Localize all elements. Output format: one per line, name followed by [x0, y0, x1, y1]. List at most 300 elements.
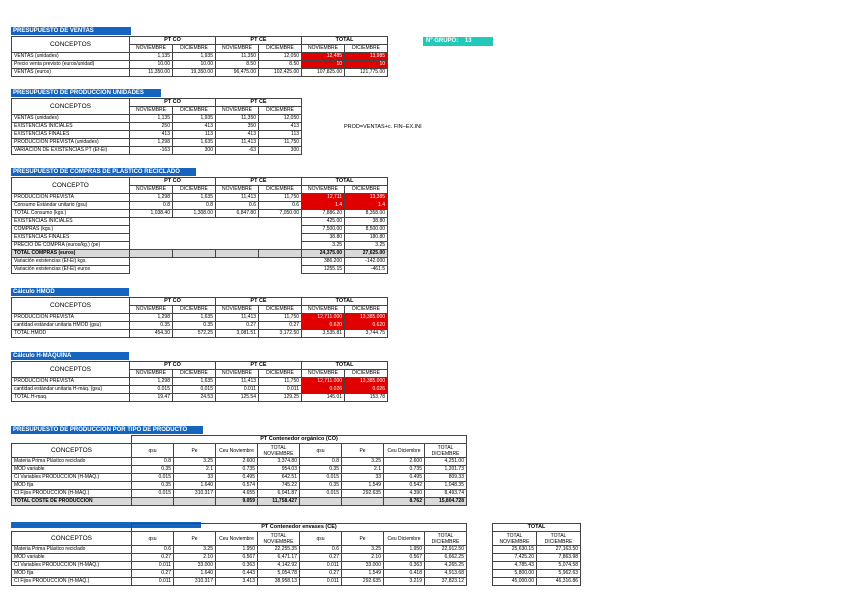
cell[interactable]: 0.35 [130, 322, 173, 330]
group-header-total: TOTAL [302, 37, 388, 45]
product-type-ce-section [11, 523, 466, 599]
column-header: TOTAL DICIEMBRE [425, 532, 467, 546]
cell[interactable]: 1,038.40 [130, 210, 173, 218]
cell[interactable]: 11,350 [216, 53, 259, 61]
table-row [12, 123, 302, 131]
group-header-ptce: PT CE [216, 99, 302, 107]
cell[interactable]: 37,823.12 [425, 578, 467, 586]
section-title: Cálculo H-MÁQUINA [11, 352, 129, 360]
concepts-header: CONCEPTOS [12, 37, 130, 53]
cell[interactable]: 0.27 [300, 570, 342, 578]
cell[interactable]: 0.27 [132, 554, 174, 562]
cell[interactable]: 1,298 [130, 314, 173, 322]
column-header: Ceu Diciembre [384, 532, 425, 546]
row-label: CI Fijos PRODUCCIÓN (H-MAQ.) [12, 578, 132, 586]
cell[interactable]: 2.1 [174, 466, 216, 474]
cell[interactable]: 0.8 [132, 458, 174, 466]
cell[interactable]: 11,413 [216, 139, 259, 147]
cell[interactable]: 45,000.00 [493, 578, 537, 586]
cell[interactable]: 0.6 [259, 202, 302, 210]
cell[interactable]: 180.80 [345, 234, 388, 242]
row-label: MOD variable [12, 554, 132, 562]
cell[interactable]: 292.635 [342, 578, 384, 586]
cell[interactable]: 3.25 [302, 242, 345, 250]
cell[interactable]: 0.542 [384, 482, 425, 490]
cell[interactable]: 0.35 [300, 482, 342, 490]
cell[interactable]: 0.015 [173, 386, 216, 394]
table-row [493, 546, 581, 554]
cell[interactable]: 9.059 [216, 498, 258, 506]
cell[interactable]: 3,081.51 [216, 330, 259, 338]
row-label: Variación existencias (Ef-Ei) kgs. [12, 258, 130, 266]
month-header: NOVIEMBRE [130, 306, 173, 314]
cell[interactable]: 0.015 [300, 490, 342, 498]
cell[interactable]: 3,374.80 [258, 458, 300, 466]
cell[interactable]: 13,385.000 [345, 378, 388, 386]
cell[interactable]: 413 [130, 131, 173, 139]
cell[interactable]: 11,413 [216, 314, 259, 322]
table-row [12, 378, 388, 386]
cell[interactable]: 425.00 [302, 218, 345, 226]
cell[interactable]: 33 [342, 474, 384, 482]
row-label: COMPRAS (kgs.) [12, 226, 130, 234]
cell[interactable]: 0.011 [216, 386, 259, 394]
cell[interactable]: 11,350 [216, 115, 259, 123]
cell[interactable]: 0.015 [300, 474, 342, 482]
cell[interactable]: 33.000 [342, 562, 384, 570]
cell[interactable]: 1,635 [173, 314, 216, 322]
column-header: qsu [300, 444, 342, 458]
cell[interactable]: 1.4 [302, 202, 345, 210]
table-row [12, 322, 388, 330]
sales-budget-table [11, 36, 388, 77]
group-header-ce: PT Contenedor envases (CE) [132, 524, 467, 532]
cell[interactable]: -461.5 [345, 266, 388, 274]
cell[interactable]: 10 [345, 61, 388, 69]
cell[interactable]: 8.50 [216, 61, 259, 69]
row-label: PRODUCCIÓN PREVISTA [12, 194, 130, 202]
cell[interactable]: 1,135 [130, 115, 173, 123]
column-header: TOTAL NOVIEMBRE [493, 532, 537, 546]
cell[interactable]: 1,298 [130, 139, 173, 147]
cell[interactable]: 33 [174, 474, 216, 482]
product-type-ce-table [11, 523, 467, 586]
cell[interactable]: 11,750 [259, 378, 302, 386]
cell[interactable]: 0.27 [216, 322, 259, 330]
cell[interactable]: 12,485 [302, 53, 345, 61]
cell[interactable]: 0.443 [216, 570, 258, 578]
cell[interactable]: 2.10 [174, 554, 216, 562]
cell[interactable]: 2.1 [342, 466, 384, 474]
cell[interactable]: 24.53 [173, 394, 216, 402]
table-row [12, 458, 467, 466]
cell[interactable]: 8,358.00 [345, 210, 388, 218]
cell[interactable]: 0.620 [345, 322, 388, 330]
cell[interactable]: 10.00 [173, 61, 216, 69]
cell[interactable]: 113 [173, 131, 216, 139]
cell[interactable]: 153.78 [345, 394, 388, 402]
cell[interactable]: 1,635 [173, 378, 216, 386]
concepts-header: CONCEPTO [12, 178, 130, 194]
group-number-cell[interactable]: Nº GRUPO: 13 [423, 37, 493, 46]
group-header-ptce: PT CE [216, 37, 302, 45]
cell[interactable]: 0.35 [173, 322, 216, 330]
column-header: Pe [174, 532, 216, 546]
row-label: VENTAS (unidades) [12, 53, 130, 61]
cell[interactable]: 1,935 [173, 53, 216, 61]
cell[interactable]: 46,316.86 [537, 578, 581, 586]
cell[interactable]: 413 [173, 123, 216, 131]
row-label: PRODUCCIÓN PREVISTA [12, 314, 130, 322]
section-title: Cálculo HMOD [11, 288, 129, 296]
cell[interactable]: 3.25 [345, 242, 388, 250]
cell[interactable]: 0.418 [384, 570, 425, 578]
cell[interactable]: 0.6 [300, 546, 342, 554]
cell[interactable]: 0.026 [302, 386, 345, 394]
row-label: TOTAL COSTE DE PRODUCCIÓN [12, 498, 132, 506]
cell[interactable]: 3.25 [174, 546, 216, 554]
group-header-ptco: PT CO [130, 298, 216, 306]
cell[interactable]: 11,413 [216, 194, 259, 202]
month-header: NOVIEMBRE [216, 45, 259, 53]
cell[interactable]: 10 [302, 61, 345, 69]
cell[interactable]: 1,135 [130, 53, 173, 61]
cell[interactable]: 129.25 [259, 394, 302, 402]
table-row [12, 314, 388, 322]
cell[interactable]: 642.51 [258, 474, 300, 482]
cell[interactable]: 1,635 [173, 194, 216, 202]
cell[interactable]: 350 [216, 123, 259, 131]
cell[interactable]: 15,804.728 [425, 498, 467, 506]
cell[interactable]: 13,385.000 [345, 314, 388, 322]
column-header: TOTAL DICIEMBRE [537, 532, 581, 546]
group-header-ptco: PT CO [130, 362, 216, 370]
cell[interactable]: 0.27 [132, 570, 174, 578]
cell[interactable]: 13,985 [345, 53, 388, 61]
cell[interactable]: 12,050 [259, 115, 302, 123]
cell[interactable]: 0.363 [216, 562, 258, 570]
cell[interactable]: 7,886.20 [302, 210, 345, 218]
table-row [12, 570, 467, 578]
cell[interactable]: 0.011 [132, 578, 174, 586]
cell[interactable]: 38,958.13 [258, 578, 300, 586]
cell[interactable]: 1,935 [173, 115, 216, 123]
cell[interactable]: 7,863.98 [537, 554, 581, 562]
cell[interactable]: 0.011 [300, 562, 342, 570]
cell[interactable]: 27,163.50 [537, 546, 581, 554]
cell[interactable]: 7,500.00 [302, 226, 345, 234]
row-label: TOTAL Consumo (kgs.) [12, 210, 130, 218]
cell[interactable]: 0.6 [132, 546, 174, 554]
cell[interactable]: 0.8 [173, 202, 216, 210]
group-header-total: TOTAL [302, 178, 388, 186]
cell[interactable]: 0.363 [384, 562, 425, 570]
group-header-ptce: PT CE [216, 178, 302, 186]
cell[interactable]: 38.80 [345, 218, 388, 226]
cell[interactable]: 0.35 [300, 466, 342, 474]
table-row [12, 554, 467, 562]
cell[interactable]: 13,385 [345, 194, 388, 202]
column-header: Ceu Diciembre [384, 444, 425, 458]
cell[interactable]: 12,711 [302, 194, 345, 202]
cell[interactable]: 0.015 [132, 474, 174, 482]
month-header: DICIEMBRE [173, 107, 216, 115]
cell[interactable]: 0.011 [300, 578, 342, 586]
month-header: NOVIEMBRE [216, 186, 259, 194]
cell[interactable]: 7,425.20 [493, 554, 537, 562]
cell[interactable]: 0.735 [384, 466, 425, 474]
table-row [12, 53, 388, 61]
cell[interactable]: 1.549 [342, 482, 384, 490]
cell[interactable]: 107,825.00 [302, 69, 345, 77]
table-row [493, 570, 581, 578]
cell[interactable]: 8.762 [384, 498, 425, 506]
month-header: DICIEMBRE [173, 306, 216, 314]
month-header: NOVIEMBRE [302, 186, 345, 194]
cell[interactable]: 38.80 [302, 234, 345, 242]
cell[interactable]: 8,500.00 [345, 226, 388, 234]
cell[interactable]: 0.735 [216, 466, 258, 474]
cell[interactable]: 3,172.50 [259, 330, 302, 338]
cell[interactable]: 22,912.50 [425, 546, 467, 554]
month-header: NOVIEMBRE [130, 370, 173, 378]
cell[interactable]: 0.011 [132, 562, 174, 570]
column-header: Pe [174, 444, 216, 458]
cell[interactable]: 0.567 [384, 554, 425, 562]
cell[interactable]: 809.33 [425, 474, 467, 482]
cell[interactable]: 3.413 [216, 578, 258, 586]
cell[interactable]: 3,744.75 [345, 330, 388, 338]
cell[interactable]: 0.8 [300, 458, 342, 466]
cell[interactable]: 1.950 [216, 546, 258, 554]
cell[interactable]: 10.00 [130, 61, 173, 69]
cell[interactable]: 2.600 [384, 458, 425, 466]
row-label: TOTAL HMOD [12, 330, 130, 338]
cell[interactable]: 0.011 [259, 386, 302, 394]
cell[interactable]: 4,913.68 [425, 570, 467, 578]
cell[interactable]: 3.25 [342, 458, 384, 466]
cell[interactable]: 4,251.00 [425, 458, 467, 466]
cell[interactable]: 0.6 [216, 202, 259, 210]
hmod-table [11, 297, 388, 338]
cell[interactable]: 12,050 [259, 53, 302, 61]
cell[interactable]: 96,475.00 [216, 69, 259, 77]
cell[interactable]: 8,493.74 [425, 490, 467, 498]
column-header: qsu [132, 444, 174, 458]
table-row [12, 210, 388, 218]
cell[interactable]: 3.219 [384, 578, 425, 586]
cell[interactable]: 0.27 [300, 554, 342, 562]
row-label: cantidad estándar unitaria H-máq. (gsu) [12, 386, 130, 394]
table-row [12, 226, 388, 234]
cell[interactable]: 0.015 [132, 490, 174, 498]
cell[interactable]: 0.495 [216, 474, 258, 482]
cell[interactable]: 5,054.78 [258, 570, 300, 578]
cell[interactable]: 5,074.58 [537, 562, 581, 570]
month-header: DICIEMBRE [345, 306, 388, 314]
row-label: CI Variables PRODUCCIÓN (H-MAQ.) [12, 562, 132, 570]
cell[interactable]: 113 [259, 131, 302, 139]
cell[interactable]: 386.200 [302, 258, 345, 266]
cell[interactable]: 3,535.81 [302, 330, 345, 338]
cell[interactable]: 0.8 [130, 202, 173, 210]
month-header: DICIEMBRE [345, 370, 388, 378]
cell[interactable]: 0.574 [216, 482, 258, 490]
table-row [12, 562, 467, 570]
table-row [12, 218, 388, 226]
cell[interactable]: 0.015 [130, 386, 173, 394]
cell[interactable]: 413 [259, 123, 302, 131]
cell[interactable]: -163 [130, 147, 173, 155]
cell[interactable]: 1255.15 [302, 266, 345, 274]
cell[interactable]: 11,750 [259, 139, 302, 147]
group-header-ptce: PT CE [216, 298, 302, 306]
row-label: Materia Prima Plástico reciclado [12, 458, 132, 466]
cell[interactable]: 454.30 [130, 330, 173, 338]
cell[interactable]: 7,050.00 [259, 210, 302, 218]
cell[interactable]: 3.25 [342, 546, 384, 554]
cell[interactable]: 4,142.92 [258, 562, 300, 570]
group-header-ptco: PT CO [130, 37, 216, 45]
section-title: PRESUPUESTO DE COMPRAS DE PLÁSTICO RECICLADO [11, 168, 196, 176]
cell[interactable]: 11,750 [259, 194, 302, 202]
cell[interactable]: 413 [216, 131, 259, 139]
cell[interactable]: 250 [130, 123, 173, 131]
cell[interactable]: 1,048.35 [425, 482, 467, 490]
cell[interactable]: 1,308.00 [173, 210, 216, 218]
group-header-total: TOTAL [302, 298, 388, 306]
cell[interactable]: 19.47 [130, 394, 173, 402]
cell[interactable]: 12,711.000 [302, 314, 345, 322]
cell[interactable]: 0.35 [132, 482, 174, 490]
cell[interactable]: 6,041.87 [258, 490, 300, 498]
table-row [12, 482, 467, 490]
cell[interactable]: 0.620 [302, 322, 345, 330]
group-header-ptco: PT CO [130, 99, 216, 107]
concepts-header: CONCEPTOS [12, 99, 130, 115]
cell[interactable]: 102,425.00 [259, 69, 302, 77]
cell[interactable]: 1,298 [130, 378, 173, 386]
cell[interactable]: 0.35 [132, 466, 174, 474]
cell[interactable]: 24,375.00 [302, 250, 345, 258]
cell[interactable]: 145.01 [302, 394, 345, 402]
table-row [12, 115, 302, 123]
concepts-header: CONCEPTOS [12, 532, 132, 546]
row-label: Precio venta previsto (euros/unidad) [12, 61, 130, 69]
table-row [12, 194, 388, 202]
cell[interactable]: 19,350.00 [173, 69, 216, 77]
cell[interactable]: 27,625.00 [345, 250, 388, 258]
column-header: qsu [132, 532, 174, 546]
table-row [12, 466, 467, 474]
cell[interactable]: 572.25 [173, 330, 216, 338]
cell[interactable]: 1,201.73 [425, 466, 467, 474]
cell[interactable]: 1.950 [384, 546, 425, 554]
cell[interactable]: 310.317 [174, 490, 216, 498]
cell[interactable]: 5,800.00 [493, 570, 537, 578]
cell[interactable]: 125.54 [216, 394, 259, 402]
cell[interactable]: 1.640 [174, 482, 216, 490]
cell[interactable]: 6,471.17 [258, 554, 300, 562]
row-label: PRECIO DE COMPRA (euros/kg.) (pe) [12, 242, 130, 250]
row-label: CI Variables PRODUCCIÓN (H-MAQ.) [12, 474, 132, 482]
cell[interactable]: 11,350.00 [130, 69, 173, 77]
cell[interactable]: 292.635 [342, 490, 384, 498]
row-label: VENTAS (unidades) [12, 115, 130, 123]
cell[interactable]: 12,711.000 [302, 378, 345, 386]
cell[interactable]: 4,265.25 [425, 562, 467, 570]
group-header-ptco: PT CO [130, 178, 216, 186]
hmaq-table [11, 361, 388, 402]
cell[interactable]: 25,630.15 [493, 546, 537, 554]
row-label: Materia Prima Plástico reciclado [12, 546, 132, 554]
row-label: cantidad estándar unitaria HMOD (gsu) [12, 322, 130, 330]
cell[interactable]: 1.640 [174, 570, 216, 578]
table-row [493, 554, 581, 562]
cell[interactable]: 33.000 [174, 562, 216, 570]
cell[interactable]: 4,785.43 [493, 562, 537, 570]
cell[interactable]: 0.495 [384, 474, 425, 482]
month-header: DICIEMBRE [259, 306, 302, 314]
month-header: DICIEMBRE [345, 45, 388, 53]
cell[interactable]: 0.567 [216, 554, 258, 562]
cell[interactable]: 954.03 [258, 466, 300, 474]
month-header: DICIEMBRE [259, 107, 302, 115]
cell[interactable]: 0.27 [259, 322, 302, 330]
cell[interactable]: 4.655 [216, 490, 258, 498]
cell[interactable]: 8.50 [259, 61, 302, 69]
cell[interactable]: 1,635 [173, 139, 216, 147]
cell[interactable]: 300 [259, 147, 302, 155]
table-row [12, 147, 302, 155]
group-header-ptce: PT CE [216, 362, 302, 370]
table-row [12, 474, 467, 482]
table-row [12, 131, 302, 139]
cell[interactable]: 6,847.80 [216, 210, 259, 218]
cell[interactable]: -63 [216, 147, 259, 155]
row-label: TOTAL COMPRAS (euros) [12, 250, 130, 258]
cell[interactable]: 1,298 [130, 194, 173, 202]
table-row [12, 242, 388, 250]
cell[interactable]: 310.317 [174, 578, 216, 586]
cell[interactable]: 2.600 [216, 458, 258, 466]
row-label: CI Fijos PRODUCCIÓN (H-MAQ.) [12, 490, 132, 498]
cell[interactable]: 11,750 [259, 314, 302, 322]
cell[interactable]: 22,255.35 [258, 546, 300, 554]
table-row [12, 386, 388, 394]
table-row [12, 330, 388, 338]
cell[interactable]: 6,662.25 [425, 554, 467, 562]
cell[interactable]: 0.026 [345, 386, 388, 394]
cell[interactable]: 300 [173, 147, 216, 155]
cell[interactable]: 121,775.00 [345, 69, 388, 77]
cell[interactable]: 1.549 [342, 570, 384, 578]
table-row [493, 562, 581, 570]
cell[interactable]: 11,758.427 [258, 498, 300, 506]
section-title: PRESUPUESTO DE VENTAS [11, 27, 131, 35]
cell[interactable]: 11,413 [216, 378, 259, 386]
cell[interactable]: 2.10 [342, 554, 384, 562]
cell[interactable]: 3.25 [174, 458, 216, 466]
cell[interactable]: 745.22 [258, 482, 300, 490]
cell[interactable]: 4.390 [384, 490, 425, 498]
cell[interactable]: 5,962.63 [537, 570, 581, 578]
group-header-total: TOTAL [493, 524, 581, 532]
total-side-table [492, 523, 581, 586]
cell[interactable]: -142.000 [345, 258, 388, 266]
concepts-header: CONCEPTOS [12, 362, 130, 378]
cell[interactable]: 1.4 [345, 202, 388, 210]
